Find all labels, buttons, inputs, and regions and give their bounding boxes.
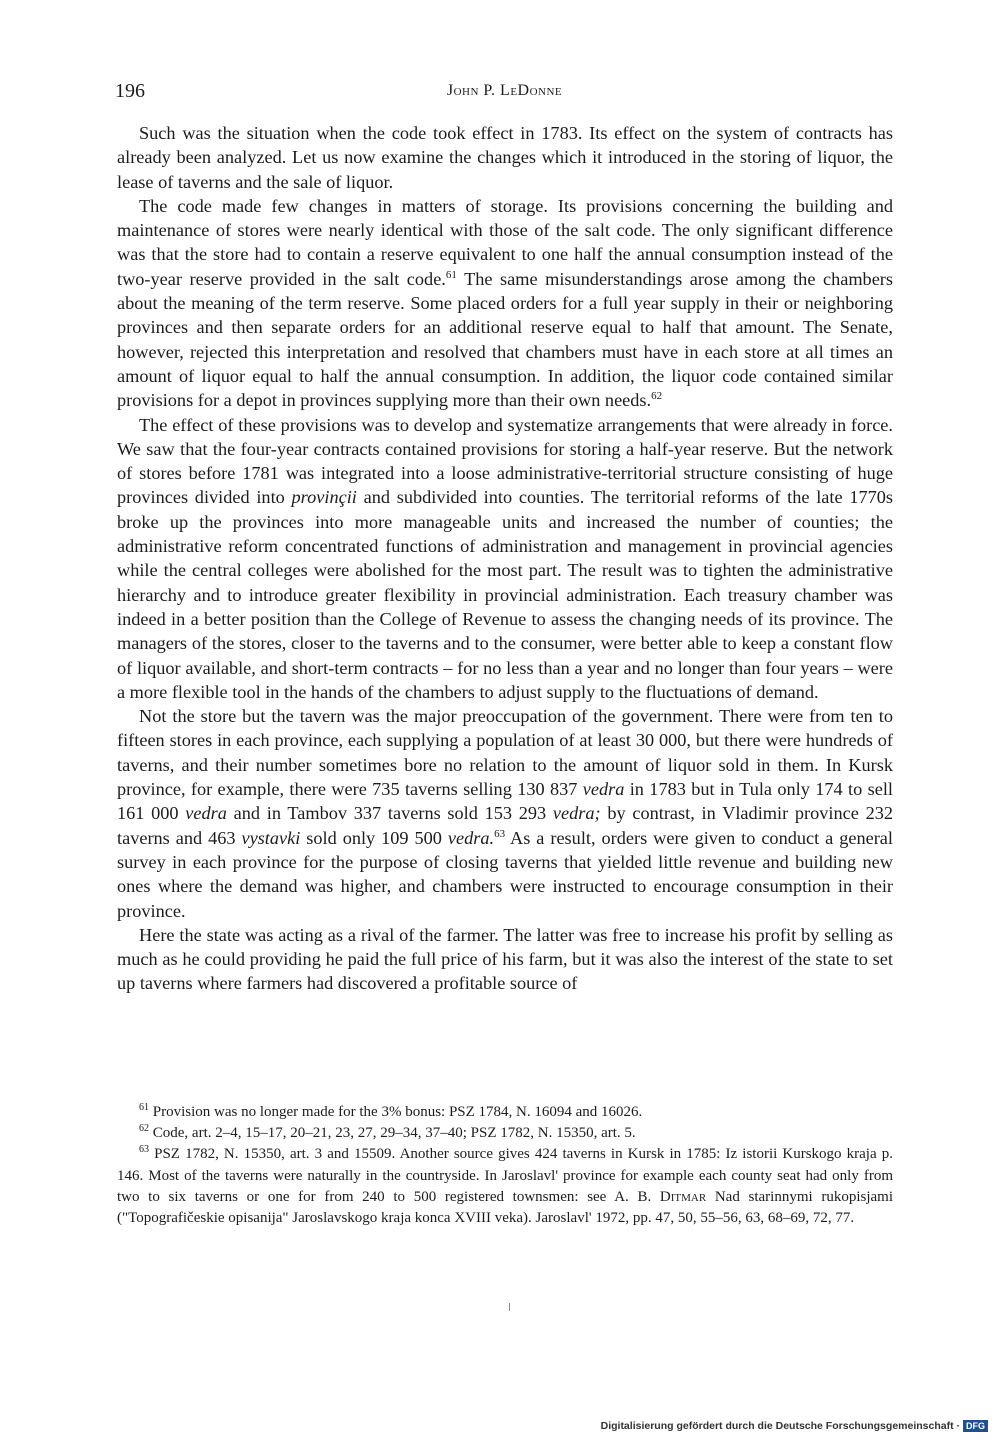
paragraph-2: The code made few changes in matters of storage. Its provisions concerning the building and maintenance of stores were nearly identical with those of the salt code. The only significant difference was that the store had to contain a reserve equivalent to one half the annual consumption instead of the two-year reserve provided in the salt code.$^{61}$ The same misunderstandings arose among the chambers about the meaning of the term reserve. Some placed orders for a full year supply in their or neighboring provinces and then separate orders for an additional reserve equal to half that amount. The Senate, however, rejected this interpretation and resolved that chambers must have in each store at all times an amount of liquor equal to half the annual consumption. In addition, the liquor code contained similar provisions for a depot in provinces supplying more than their own needs.$^{62}$	[117, 195, 894, 411]
footnote-62: $^{62}$ Code, art. 2–4, 15–17, 20–21, 23, 27, 29–34, 37–40; PSZ 1782, N. 15350, art. 5.	[139, 1123, 636, 1142]
footnote-number: 61	[139, 1102, 149, 1113]
dfg-logo: DFG	[963, 1420, 988, 1432]
author-name: Ditmar	[659, 1188, 707, 1205]
page-header	[115, 80, 894, 110]
paragraph-1: Such was the situation when the code took effect in 1783. Its effect on the system of contracts has already been analyzed. Let us now examine the changes which it introduced in the storing of liquor, the lease of taverns and the sale of liquor.	[117, 123, 893, 192]
footnotes	[117, 1102, 893, 1229]
paragraph-3: The effect of these provisions was to develop and systematize arrangements that were already in force. We saw that the four-year contracts contained provisions for storing a half-year reserve. But the network of stores before 1781 was integrated into a loose administrative-territorial structure consisting of huge provinces divided into provinçii and subdivided into counties. The territorial reforms of the late 1770s broke up the provinces into more manageable units and increased the number of counties; the administrative reform concentrated functions of administration and management in provincial agencies while the central colleges were abolished for the most part. The result was to tighten the administrative hierarchy and to introduce greater flexibility in provincial administration. Each treasury chamber was indeed in a better position than the College of Revenue to assess the changing needs of its province. The managers of the stores, closer to the taverns and to the consumer, were better able to keep a constant flow of liquor available, and short-term contracts – for no less than a year and no longer than four years – were a more flexible tool in the hands of the chambers to adjust supply to the fluctuations of demand.	[117, 414, 893, 702]
page-number: 196	[115, 80, 145, 102]
body-text	[117, 121, 893, 996]
credit-text: Digitalisierung gefördert durch die Deutsche Forschungsgemeinschaft ·	[600, 1420, 960, 1432]
footnote-61: $^{61}$ Provision was no longer made for the 3% bonus: PSZ 1784, N. 16094 and 16026.	[139, 1102, 643, 1120]
running-head: John P. LeDonne	[446, 82, 563, 99]
footnote-ref-61: 61	[445, 268, 457, 281]
footnote-number: 62	[139, 1123, 149, 1135]
paragraph-5: Here the state was acting as a rival of the farmer. The latter was free to increase his profit by selling as much as he could providing he paid the full price of his farm, but it was also the interest of the state to set up taverns where farmers had discovered a profitable source of	[117, 924, 893, 994]
footnote-63: $^{63}$ PSZ 1782, N. 15350, art. 3 and 15509. Another source gives 424 taverns in Kursk in 1785: Iz istorii Kurskogo kraja p. 146. Most of the taverns were naturally in the countryside. In Jaroslavl' province for example each county seat had only from two to six taverns or one for from 240 to 500 registered townsmen: see A. B. Ditmar Nad starinnymi rukopisjami ("Topografičeskie opisanija" Jaroslavskogo kraja konca XVIII veka). Jaroslavl' 1972, pp. 47, 50, 55–56, 63, 68–69, 72, 77.	[117, 1144, 893, 1227]
digitization-credit	[601, 1419, 988, 1433]
footnote-ref-62: 62	[651, 390, 663, 403]
scan-mark	[509, 1303, 510, 1311]
footnote-number: 63	[139, 1144, 149, 1156]
paragraph-4: Not the store but the tavern was the major preoccupation of the government. There were from ten to fifteen stores in each province, each supplying a population of at least 30 000, but there were hundreds of taverns, and their number sometimes bore no relation to the amount of liquor sold in them. In Kursk province, for example, there were 735 taverns selling 130 837 vedra in 1783 but in Tula only 174 to sell 161 000 vedra and in Tambov 337 taverns sold 153 293 vedra; by contrast, in Vladimir province 232 taverns and 463 vystavki sold only 109 500 vedra.$^{63}$ As a result, orders were given to conduct a general survey in each province for the purpose of closing taverns that yielded little revenue and building new ones where the demand was higher, and chambers were instructed to encourage consumption in their province.	[117, 706, 893, 921]
footnote-ref-63: 63	[494, 827, 506, 840]
